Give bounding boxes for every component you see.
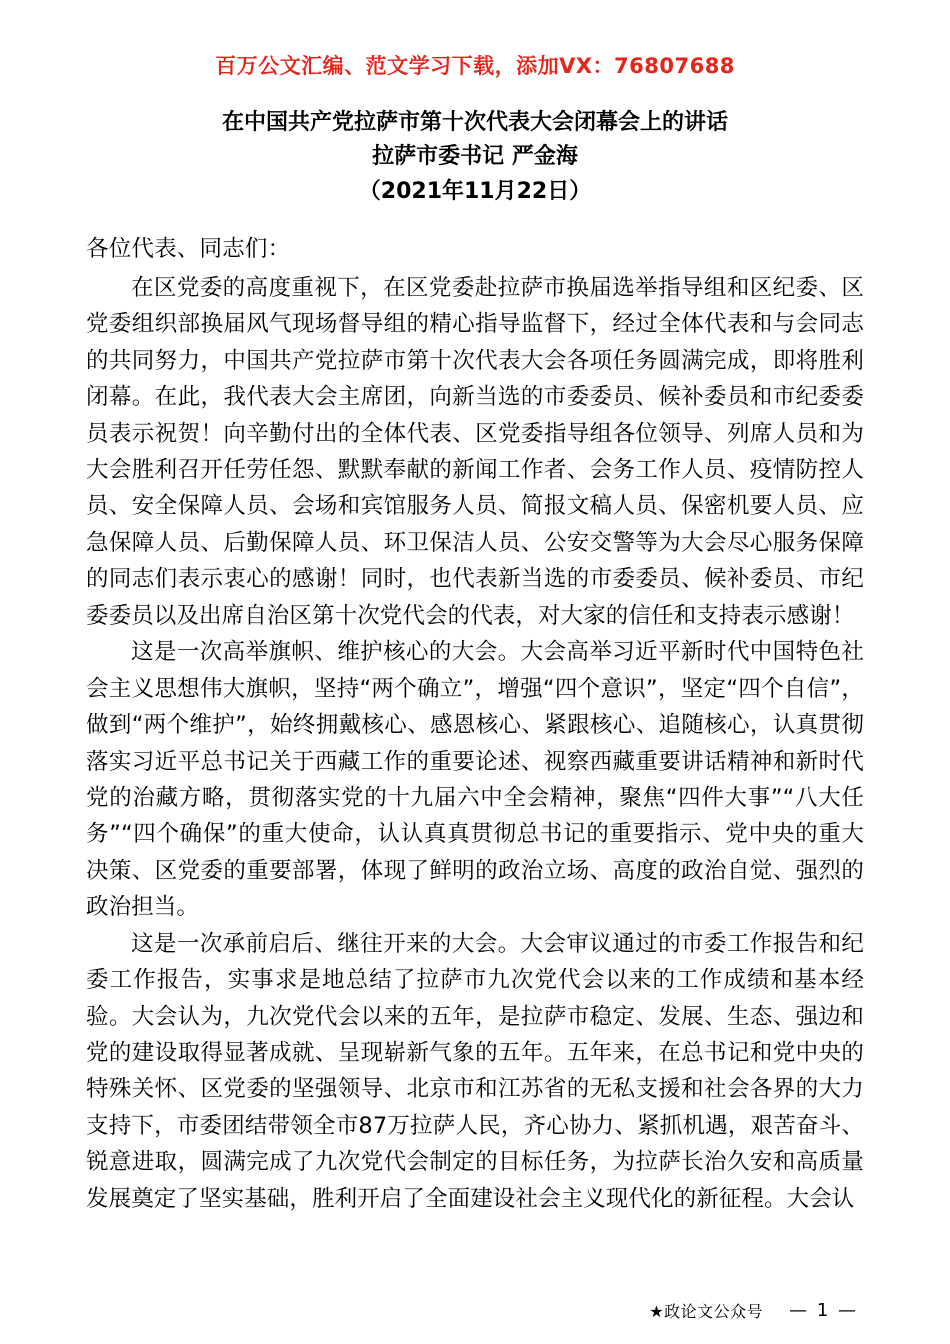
salutation: 各位代表、同志们： bbox=[86, 236, 291, 263]
footer-brand: ★政论文公众号 bbox=[649, 1302, 764, 1321]
page-number: — 1 — bbox=[789, 1300, 858, 1321]
body-paragraph-2: 这是一次高举旗帜、维护核心的大会。大会高举习近平新时代中国特色社会主义思想伟大旗帜，坚持“两个确立”，增强“四个意识”，坚定“四个自信”，做到“两个维护”，始终拥戴核心、感恩核心、紧跟核心、追随核心，认真贯彻落实习近平总书记关于西藏工作的重要论述、视察西藏重要讲话精神和新时代党的治藏方略，贯彻落实党的十九届六中全会精神，聚焦“四件大事”“八大任务”“四个确保”的重大使命，认认真真贯彻总书记的重要指示、党中央的重大决策、区党委的重要部署，体现了鲜明的政治立场、高度的政治自觉、强烈的政治担当。 bbox=[86, 639, 864, 921]
document-date: （2021年11月22日） bbox=[358, 179, 592, 205]
promo-watermark: 百万公文汇编、范文学习下载，添加VX：76807688 bbox=[215, 54, 735, 78]
document-subtitle: 拉萨市委书记 严金海 bbox=[372, 144, 578, 170]
body-paragraph-1: 在区党委的高度重视下，在区党委赴拉萨市换届选举指导组和区纪委、区党委组织部换届风气现场督导组的精心指导监督下，经过全体代表和与会同志的共同努力，中国共产党拉萨市第十次代表大会各项任务圆满完成，即将胜利闭幕。在此，我代表大会主席团，向新当选的市委委员、候补委员和市纪委委员表示祝贺！向辛勤付出的全体代表、区党委指导组各位领导、列席人员和为大会胜利召开任劳任怨、默默奉献的新闻工作者、会务工作人员、疫情防控人员、安全保障人员、会场和宾馆服务人员、简报文稿人员、保密机要人员、应急保障人员、后勤保障人员、环卫保洁人员、公安交警等为大会尽心服务保障的同志们表示衷心的感谢！同时，也代表新当选的市委委员、候补委员、市纪委委员以及出席自治区第十次党代会的代表，对大家的信任和支持表示感谢！ bbox=[86, 274, 864, 629]
body-paragraph-3: 这是一次承前启后、继往开来的大会。大会审议通过的市委工作报告和纪委工作报告，实事求是地总结了拉萨市九次党代会以来的工作成绩和基本经验。大会认为，九次党代会以来的五年，是拉萨市稳定、发展、生态、强边和党的建设取得显著成就、呈现崭新气象的五年。五年来，在总书记和党中央的特殊关怀、区党委的坚强领导、北京市和江苏省的无私支援和社会各界的大力支持下，市委团结带领全市87万拉萨人民，齐心协力、紧抓机遇，艰苦奋斗、锐意进取，圆满完成了九次党代会制定的目标任务，为拉萨长治久安和高质量发展奠定了坚实基础，胜利开启了全面建设社会主义现代化的新征程。大会认 bbox=[86, 930, 864, 1212]
page-footer bbox=[0, 1299, 950, 1322]
document-title: 在中国共产党拉萨市第十次代表大会闭幕会上的讲话 bbox=[221, 110, 728, 135]
